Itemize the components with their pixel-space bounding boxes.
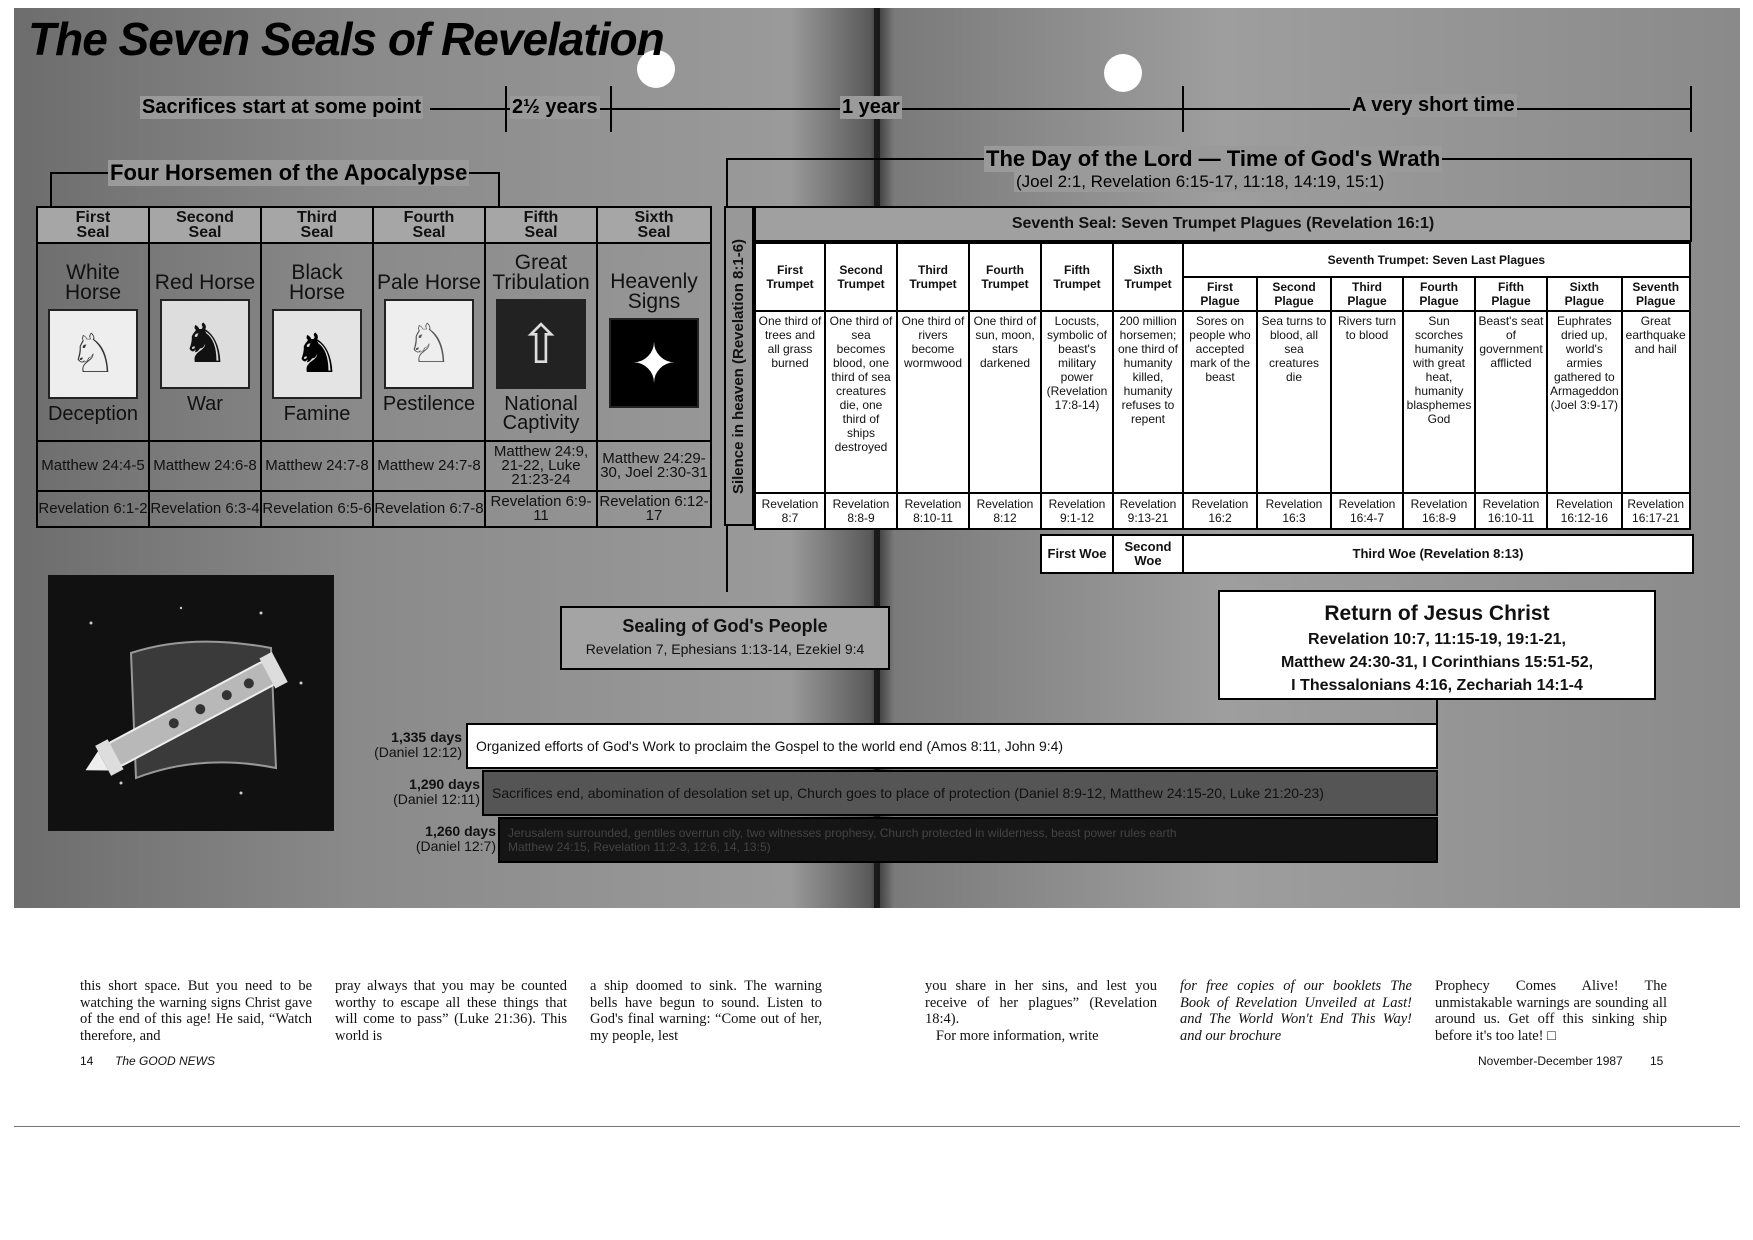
- sealing-box: [560, 606, 890, 670]
- timeline-tick: [610, 86, 612, 132]
- plague-description: Great earthquake and hail: [1622, 311, 1690, 493]
- seal-revelation-ref: Revelation 6:5-6: [261, 491, 373, 527]
- sealing-refs: Revelation 7, Ephesians 1:13-14, Ezekiel 9:4: [585, 641, 865, 657]
- return-arrow: [1436, 700, 1438, 724]
- timeline-period-1: 2½ years: [512, 96, 598, 118]
- plague-header: Third Plague: [1331, 277, 1403, 311]
- pale-horse-icon: ♘: [384, 299, 474, 389]
- issue-date: November-December 1987: [1478, 1054, 1623, 1068]
- sealing-title: Sealing of God's People: [622, 616, 828, 636]
- trumpet-header: Fifth Trumpet: [1041, 243, 1113, 311]
- third-woe: Third Woe (Revelation 8:13): [1183, 535, 1693, 573]
- seal-outcome: Famine: [283, 402, 351, 425]
- trumpet-description: One third of trees and all grass burned: [755, 311, 825, 493]
- seal-cell: [261, 243, 373, 441]
- bar-text: Matthew 24:15, Revelation 11:2-3, 12:6, 14, 13:5): [508, 840, 771, 854]
- page-number-left: 14: [80, 1054, 94, 1068]
- timeline-tick: [1690, 86, 1692, 132]
- days-label: 1,290 days (Daniel 12:11): [393, 776, 480, 807]
- plague-ref: Revelation 16:17-21: [1622, 493, 1690, 529]
- text-column: Prophecy Comes Alive! The unmistakable warnings are sounding all around us. Get off this sinking ship before it's too late! □: [1435, 978, 1667, 1044]
- seal-matthew-ref: Matthew 24:7-8: [373, 441, 485, 491]
- day-of-lord-refs: (Joel 2:1, Revelation 6:15-17, 11:18, 14:19, 15:1): [1016, 172, 1385, 191]
- seal-cell: [37, 243, 149, 441]
- seal-cell: [149, 243, 261, 441]
- period-bar-1290: Sacrifices end, abomination of desolation set up, Church goes to place of protection (Daniel 8:9-12, Matthew 24:15-20, Luke 21:20-23): [482, 770, 1438, 816]
- trumpet-ref: Revelation 8:10-11: [897, 493, 969, 529]
- seal-revelation-ref: Revelation 6:1-2: [37, 491, 149, 527]
- seal-name: Black Horse: [288, 260, 346, 304]
- woes-table: [1040, 534, 1694, 574]
- seal-cell: [597, 243, 711, 441]
- trumpet-description: One third of sea becomes blood, one third of sea creatures die, one third of ships destroyed: [825, 311, 897, 493]
- plague-description: Sea turns to blood, all sea creatures die: [1257, 311, 1331, 493]
- bar-text: Jerusalem surrounded, gentiles overrun city, two witnesses prophesy, Church protected in wilderness, beast power rules earth: [508, 826, 1177, 840]
- trumpet-ref: Revelation 8:8-9: [825, 493, 897, 529]
- trumpet-description: Locusts, symbolic of beast's military power (Revelation 17:8-14): [1041, 311, 1113, 493]
- seal-header: Second Seal: [149, 207, 261, 243]
- bracket-arrow: [1690, 158, 1692, 206]
- seal-header: Fifth Seal: [485, 207, 597, 243]
- period-bar-1260: [498, 817, 1438, 863]
- plague-description: Euphrates dried up, world's armies gathered to Armageddon (Joel 3:9-17): [1547, 311, 1622, 493]
- plague-header: Second Plague: [1257, 277, 1331, 311]
- seal-outcome: [598, 414, 710, 418]
- plague-ref: Revelation 16:10-11: [1475, 493, 1547, 529]
- seals-table: [36, 206, 712, 528]
- seal-revelation-ref: Revelation 6:12-17: [597, 491, 711, 527]
- seal-name: White Horse: [64, 260, 122, 304]
- red-horse-icon: ♞: [160, 299, 250, 389]
- seventh-trumpet-header: Seventh Trumpet: Seven Last Plagues: [1183, 243, 1690, 277]
- scroll-illustration: [48, 575, 334, 831]
- seal-outcome: Pestilence: [382, 392, 476, 415]
- plague-header: First Plague: [1183, 277, 1257, 311]
- timeline-start: Sacrifices start at some point: [142, 96, 421, 118]
- text-column: for free copies of our booklets The Book of Revelation Unveiled at Last! and The World Won't End This Way! and our brochure: [1180, 978, 1412, 1044]
- seal-matthew-ref: Matthew 24:4-5: [37, 441, 149, 491]
- first-woe: First Woe: [1041, 535, 1113, 573]
- seal-matthew-ref: Matthew 24:7-8: [261, 441, 373, 491]
- trumpet-description: One third of rivers become wormwood: [897, 311, 969, 493]
- seal-matthew-ref: Matthew 24:9, 21-22, Luke 21:23-24: [485, 441, 597, 491]
- seal-revelation-ref: Revelation 6:3-4: [149, 491, 261, 527]
- seal-matthew-ref: Matthew 24:29-30, Joel 2:30-31: [597, 441, 711, 491]
- seal-header: Third Seal: [261, 207, 373, 243]
- silence-in-heaven: [724, 206, 754, 526]
- sealing-arrow: [726, 526, 728, 592]
- period-bar-1335: Organized efforts of God's Work to proclaim the Gospel to the world end (Amos 8:11, John 9:4): [466, 723, 1438, 769]
- day-of-lord-title: The Day of the Lord — Time of God's Wrath: [986, 146, 1441, 171]
- plague-ref: Revelation 16:2: [1183, 493, 1257, 529]
- horsemen-label: Four Horsemen of the Apocalypse: [110, 160, 468, 185]
- text-column: a ship doomed to sink. The warning bells have begun to sound. Listen to God's final warning: “Come out of her, my people, lest: [590, 978, 822, 1044]
- seal-cell: [373, 243, 485, 441]
- scroll-icon: [61, 593, 321, 813]
- text-column: this short space. But you need to be watching the warning signs Christ gave of the end of this age! He said, “Watch therefore, and: [80, 978, 312, 1044]
- trumpet-ref: Revelation 9:13-21: [1113, 493, 1183, 529]
- timeline-tick: [505, 86, 507, 132]
- plague-description: Rivers turn to blood: [1331, 311, 1403, 493]
- timeline-tick: [1182, 86, 1184, 132]
- timeline-period-3: A very short time: [1352, 94, 1515, 116]
- plague-ref: Revelation 16:3: [1257, 493, 1331, 529]
- seal-header: Fourth Seal: [373, 207, 485, 243]
- white-horse-icon: ♘: [48, 309, 138, 399]
- return-refs-line: I Thessalonians 4:16, Zechariah 14:1-4: [1291, 677, 1583, 694]
- days-label: 1,260 days (Daniel 12:7): [415, 823, 496, 854]
- trumpet-header: Third Trumpet: [897, 243, 969, 311]
- trumpet-header: Sixth Trumpet: [1113, 243, 1183, 311]
- bracket-arrow: [50, 172, 52, 206]
- seal-name: Pale Horse: [377, 270, 481, 294]
- stars-icon: ✦: [609, 318, 699, 408]
- seal-cell: [485, 243, 597, 441]
- return-refs-line: Matthew 24:30-31, I Corinthians 15:51-52,: [1280, 654, 1594, 671]
- seventh-seal-header: Seventh Seal: Seven Trumpet Plagues (Revelation 16:1): [754, 206, 1692, 242]
- page-edge: [14, 1126, 1740, 1127]
- plague-header: Sixth Plague: [1547, 277, 1622, 311]
- seal-outcome: War: [187, 392, 223, 415]
- text-column: you share in her sins, and lest you receive of her plagues” (Revelation 18:4). For more information, write: [925, 978, 1157, 1044]
- seal-outcome: National Captivity: [502, 393, 580, 434]
- trumpet-description: 200 million horsemen; one third of humanity killed, humanity refuses to repent: [1113, 311, 1183, 493]
- seal-matthew-ref: Matthew 24:6-8: [149, 441, 261, 491]
- return-refs-line: Revelation 10:7, 11:15-19, 19:1-21,: [1308, 631, 1566, 648]
- plague-header: Fifth Plague: [1475, 277, 1547, 311]
- return-of-christ-box: [1218, 590, 1656, 700]
- text-column: pray always that you may be counted worthy to escape all these things that will come to pass” (Luke 21:36). This world is: [335, 978, 567, 1044]
- plague-description: Sun scorches humanity with great heat, humanity blasphemes God: [1403, 311, 1475, 493]
- seal-name: Heavenly Signs: [610, 270, 698, 313]
- seal-revelation-ref: Revelation 6:7-8: [373, 491, 485, 527]
- plague-ref: Revelation 16:4-7: [1331, 493, 1403, 529]
- seal-header: Sixth Seal: [597, 207, 711, 243]
- trumpet-description: One third of sun, moon, stars darkened: [969, 311, 1041, 493]
- seal-name: Red Horse: [154, 270, 256, 294]
- bracket-arrow: [498, 172, 500, 206]
- trumpet-ref: Revelation 8:12: [969, 493, 1041, 529]
- seal-header: First Seal: [37, 207, 149, 243]
- bracket-arrow: [726, 158, 728, 206]
- seal-revelation-ref: Revelation 6:9-11: [485, 491, 597, 527]
- trumpet-ref: Revelation 9:1-12: [1041, 493, 1113, 529]
- seal-name: Great Tribulation: [492, 251, 590, 294]
- plague-header: Fourth Plague: [1403, 277, 1475, 311]
- plague-description: Beast's seat of government afflicted: [1475, 311, 1547, 493]
- trumpet-header: Fourth Trumpet: [969, 243, 1041, 311]
- page-title: The Seven Seals of Revelation: [28, 13, 664, 65]
- magazine-name: The GOOD NEWS: [115, 1054, 216, 1068]
- timeline-period-2: 1 year: [842, 96, 900, 118]
- plague-ref: Revelation 16:12-16: [1547, 493, 1622, 529]
- return-title: Return of Jesus Christ: [1324, 602, 1550, 625]
- missile-icon: ⇧: [496, 299, 586, 389]
- days-label: 1,335 days (Daniel 12:12): [374, 729, 462, 760]
- plague-header: Seventh Plague: [1622, 277, 1690, 311]
- trumpet-ref: Revelation 8:7: [755, 493, 825, 529]
- plague-ref: Revelation 16:8-9: [1403, 493, 1475, 529]
- plague-description: Sores on people who accepted mark of the beast: [1183, 311, 1257, 493]
- trumpet-header: First Trumpet: [755, 243, 825, 311]
- trumpets-plagues-table: [754, 242, 1691, 530]
- black-horse-icon: ♞: [272, 309, 362, 399]
- punch-hole: [1104, 54, 1142, 92]
- silence-label: Silence in heaven (Revelation 8:1-6): [730, 238, 748, 494]
- second-woe: Second Woe: [1113, 535, 1183, 573]
- seal-outcome: Deception: [47, 402, 139, 425]
- page-number-right: 15: [1650, 1054, 1664, 1068]
- trumpet-header: Second Trumpet: [825, 243, 897, 311]
